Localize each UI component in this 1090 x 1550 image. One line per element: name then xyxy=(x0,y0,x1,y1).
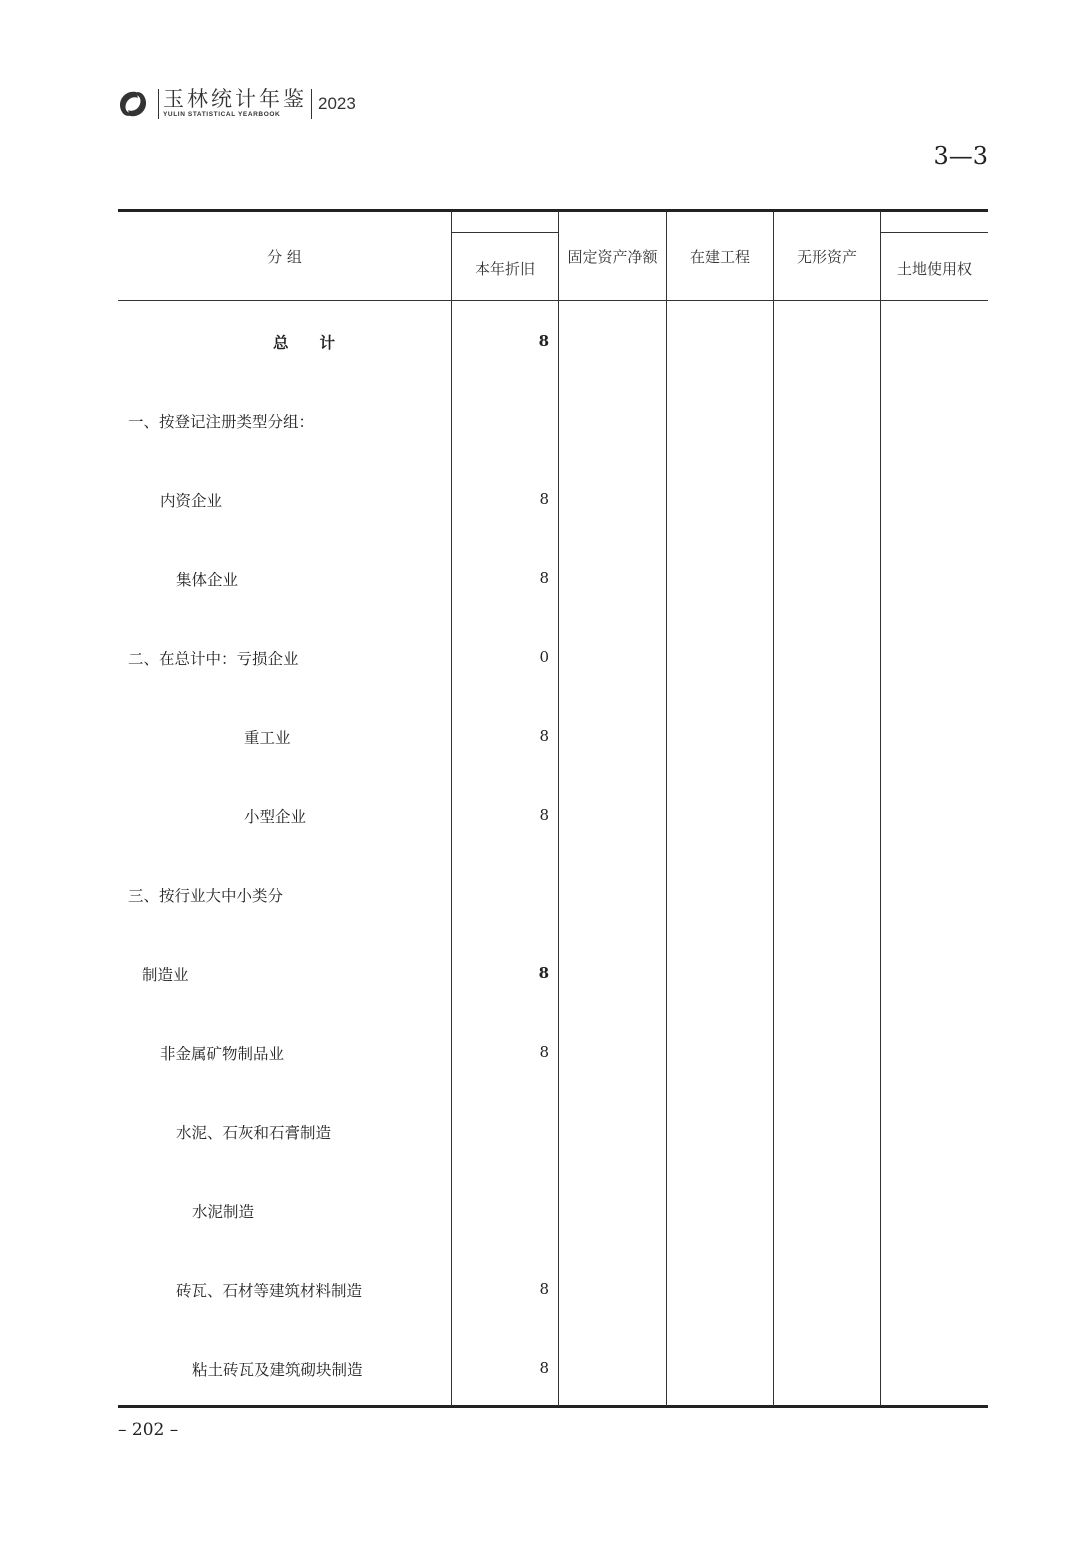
row-label-brick-stone-materials: 砖瓦、石材等建筑材料制造 xyxy=(176,1282,363,1300)
brand-title-en: YULIN STATISTICAL YEARBOOK xyxy=(163,111,281,119)
row-label-small-enterprise: 小型企业 xyxy=(244,808,307,826)
row-value-total: 8 xyxy=(538,332,549,350)
table-bottom-rule xyxy=(118,1405,988,1408)
table-top-rule xyxy=(118,209,988,212)
row-label-loss-making: 二、在总计中：亏损企业 xyxy=(128,650,299,668)
row-label-collective: 集体企业 xyxy=(176,571,239,589)
row-value-small-enterprise: 8 xyxy=(539,806,549,824)
row-label-nonmetallic-mineral: 非金属矿物制品业 xyxy=(160,1045,285,1063)
col-header-depreciation: 本年折旧 xyxy=(474,260,535,278)
brand-title-cn: 玉林统计年鉴 xyxy=(163,87,307,112)
row-label-industry-class: 三、按行业大中小类分 xyxy=(128,887,284,905)
col-divider xyxy=(880,211,881,1406)
brand-divider xyxy=(158,89,159,119)
col-header-construction: 在建工程 xyxy=(689,248,750,266)
table-number: 3—3 xyxy=(933,142,988,170)
row-value-collective: 8 xyxy=(539,569,549,587)
brand-divider xyxy=(311,89,312,119)
col-header-net-fixed-assets: 固定资产净额 xyxy=(567,248,658,266)
row-label-total: 总 计 xyxy=(273,333,336,352)
row-label-cement-lime-gypsum: 水泥、石灰和石膏制造 xyxy=(176,1124,332,1142)
row-value-nonmetallic-mineral: 8 xyxy=(539,1043,549,1061)
yearbook-logo-icon xyxy=(116,88,150,120)
row-label-manufacturing: 制造业 xyxy=(142,966,189,984)
col-divider xyxy=(666,211,667,1406)
row-label-cement: 水泥制造 xyxy=(192,1203,255,1221)
header-subrule-land-use xyxy=(880,232,988,233)
row-value-domestic: 8 xyxy=(539,490,549,508)
col-header-land-use: 土地使用权 xyxy=(896,260,972,278)
row-value-loss-making: 0 xyxy=(539,648,549,666)
yearbook-header xyxy=(116,84,356,124)
row-value-heavy-industry: 8 xyxy=(539,727,549,745)
col-header-intangible: 无形资产 xyxy=(796,248,857,266)
row-label-heavy-industry: 重工业 xyxy=(244,729,291,747)
brand-year: 2023 xyxy=(318,94,356,113)
row-value-manufacturing: 8 xyxy=(538,964,549,982)
col-divider xyxy=(773,211,774,1406)
row-label-clay-brick-block: 粘土砖瓦及建筑砌块制造 xyxy=(192,1361,363,1379)
brand-text xyxy=(163,89,307,119)
brand xyxy=(154,89,356,119)
header-bottom-rule xyxy=(118,300,988,301)
col-divider xyxy=(558,211,559,1406)
row-value-clay-brick-block: 8 xyxy=(539,1359,549,1377)
row-label-domestic: 内资企业 xyxy=(160,492,223,510)
row-value-brick-stone-materials: 8 xyxy=(539,1280,549,1298)
col-header-group: 分 组 xyxy=(267,248,302,266)
page-number: – 202 – xyxy=(118,1420,179,1440)
header-subrule-depreciation xyxy=(452,232,558,233)
row-label-registration-type: 一、按登记注册类型分组： xyxy=(128,413,315,431)
